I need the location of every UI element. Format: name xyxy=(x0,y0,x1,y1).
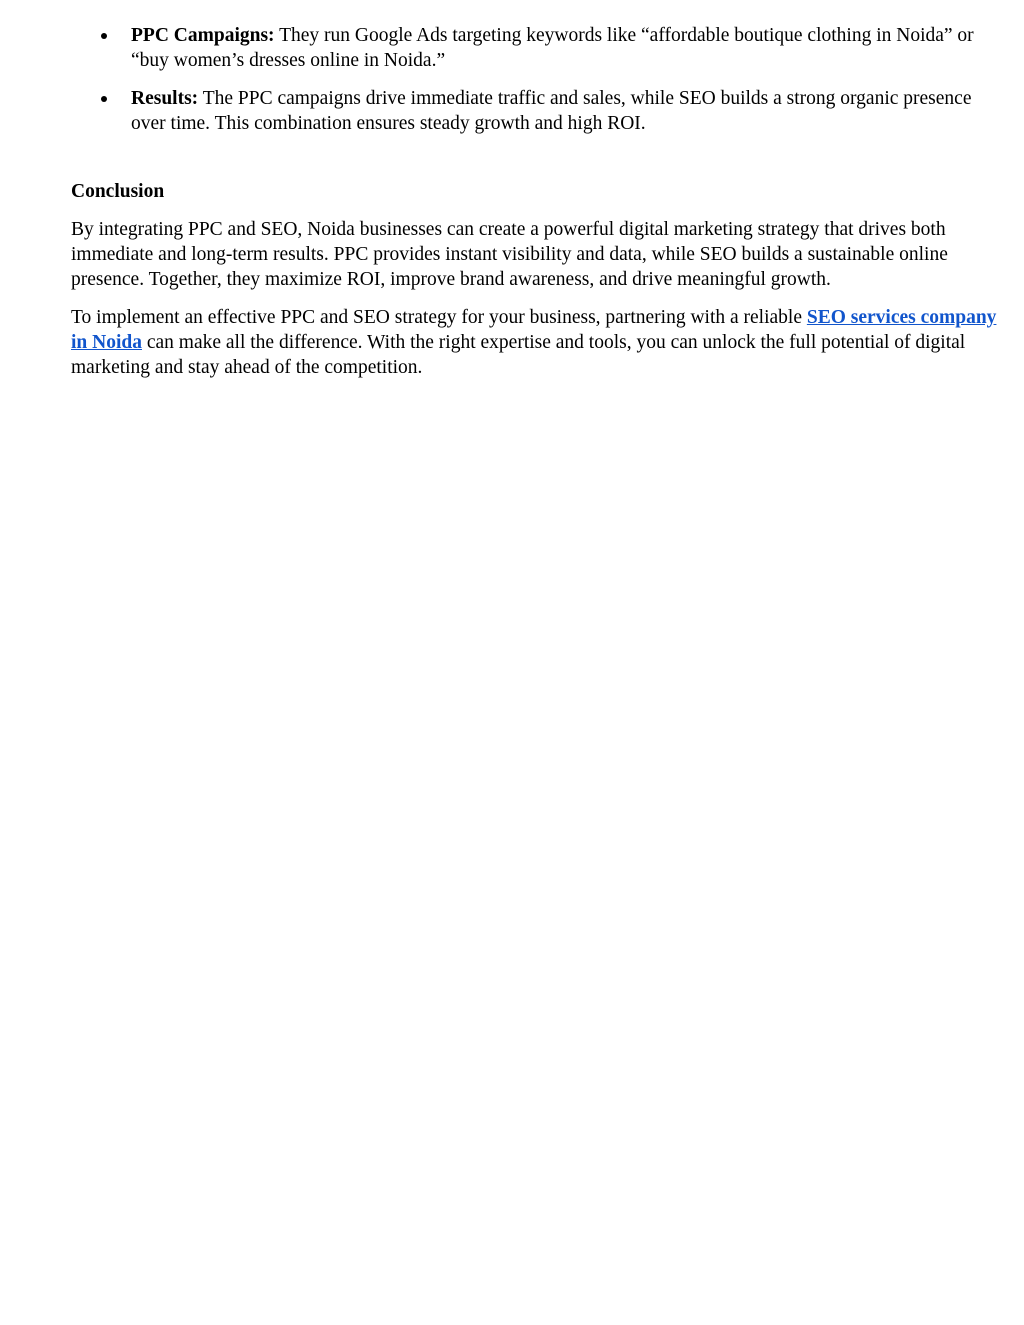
bullet-lead: Results: xyxy=(131,88,199,109)
bullet-text: They run Google Ads targeting keywords like “affordable boutique clothing in Noida” or “buy women’s dresses online in Noida.” xyxy=(131,25,974,71)
document-page xyxy=(71,23,1005,393)
bullet-list xyxy=(71,23,1005,136)
paragraph-text-before-link: To implement an effective PPC and SEO strategy for your business, partnering with a reliable xyxy=(71,307,807,328)
bullet-icon xyxy=(101,96,107,102)
bullet-text: The PPC campaigns drive immediate traffic and sales, while SEO builds a strong organic presence over time. This combination ensures steady growth and high ROI. xyxy=(131,88,972,134)
conclusion-paragraph-2 xyxy=(71,305,1005,380)
conclusion-paragraph-1: By integrating PPC and SEO, Noida businesses can create a powerful digital marketing strategy that drives both immediate and long-term results. PPC provides instant visibility and data, while SEO builds a sustainable online presence. Together, they maximize ROI, improve brand awareness, and drive meaningful growth. xyxy=(71,219,948,290)
list-item xyxy=(71,86,1005,136)
list-item xyxy=(71,23,1005,73)
conclusion-heading: Conclusion xyxy=(71,181,165,202)
seo-services-link[interactable]: SEO services company in Noida xyxy=(71,307,997,353)
bullet-icon xyxy=(101,33,107,39)
bullet-lead: PPC Campaigns: xyxy=(131,25,275,46)
paragraph-text-after-link: can make all the difference. With the right expertise and tools, you can unlock the full potential of digital marketing and stay ahead of the competition. xyxy=(71,332,966,378)
